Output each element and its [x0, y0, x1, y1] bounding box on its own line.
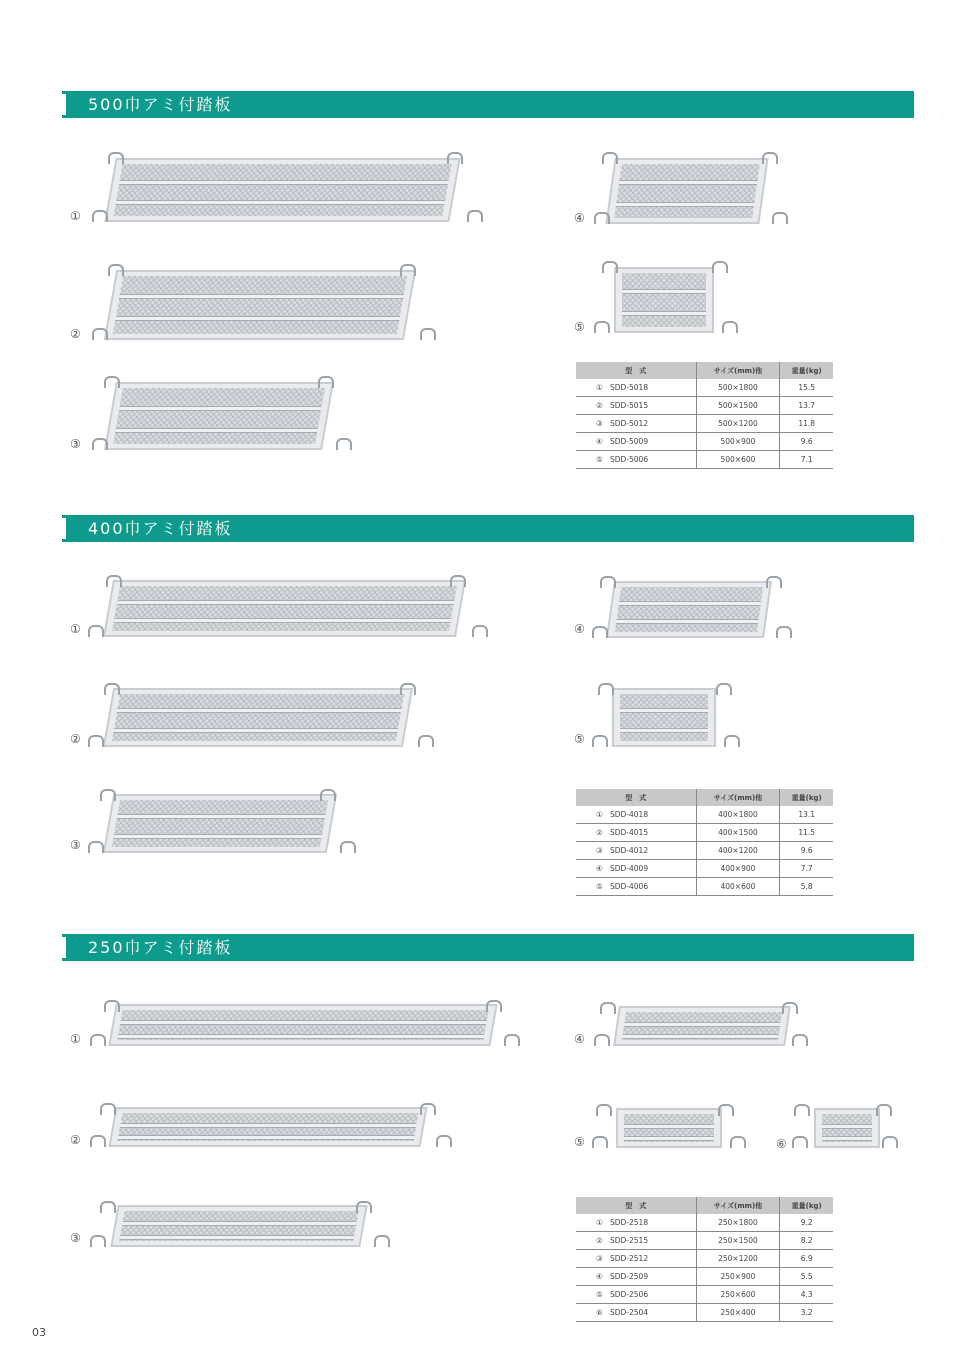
header-size: サイズ(mm)他	[696, 362, 780, 379]
weight-cell: 6.9	[780, 1250, 833, 1268]
section-marker	[62, 937, 66, 958]
header-weight: 重量(kg)	[780, 789, 833, 806]
model-cell: ⑤ SDD-5006	[576, 451, 696, 469]
model-cell: ① SDD-5018	[576, 379, 696, 397]
model-cell: ④ SDD-5009	[576, 433, 696, 451]
size-cell: 400×900	[696, 860, 780, 878]
weight-cell: 13.7	[780, 397, 833, 415]
weight-cell: 9.2	[780, 1214, 833, 1232]
model-cell: ② SDD-4015	[576, 824, 696, 842]
size-cell: 500×600	[696, 451, 780, 469]
plank-image-250-400	[792, 1104, 902, 1150]
table-row	[576, 1268, 833, 1286]
plank-label: ⑥	[776, 1137, 787, 1151]
plank-image-400-1800	[88, 575, 493, 637]
size-cell: 500×1500	[696, 397, 780, 415]
weight-cell: 7.1	[780, 451, 833, 469]
weight-cell: 7.7	[780, 860, 833, 878]
table-row	[576, 824, 833, 842]
model-cell: ⑤ SDD-2506	[576, 1286, 696, 1304]
section-marker	[62, 518, 66, 539]
size-cell: 250×400	[696, 1304, 780, 1322]
weight-cell: 11.5	[780, 824, 833, 842]
plank-label: ③	[70, 437, 81, 451]
size-cell: 400×600	[696, 878, 780, 896]
weight-cell: 9.6	[780, 433, 833, 451]
model-cell: ③ SDD-5012	[576, 415, 696, 433]
table-row	[576, 860, 833, 878]
plank-image-250-600	[592, 1104, 750, 1150]
model-cell: ① SDD-4018	[576, 806, 696, 824]
plank-image-250-900	[594, 1002, 814, 1048]
weight-cell: 5.8	[780, 878, 833, 896]
table-row	[576, 451, 833, 469]
model-cell: ③ SDD-2512	[576, 1250, 696, 1268]
plank-label: ⑤	[574, 1135, 585, 1149]
plank-label: ②	[70, 732, 81, 746]
model-cell: ⑤ SDD-4006	[576, 878, 696, 896]
table-row	[576, 379, 833, 397]
section-title: 400巾アミ付踏板	[88, 519, 233, 538]
model-cell: ② SDD-5015	[576, 397, 696, 415]
size-cell: 250×900	[696, 1268, 780, 1286]
table-row	[576, 842, 833, 860]
size-cell: 400×1800	[696, 806, 780, 824]
plank-label: ②	[70, 1133, 81, 1147]
plank-label: ③	[70, 838, 81, 852]
section-header-250	[62, 934, 914, 961]
header-size: サイズ(mm)他	[696, 789, 780, 806]
section-marker	[62, 94, 66, 115]
plank-image-500-1800	[92, 152, 487, 222]
size-cell: 500×1200	[696, 415, 780, 433]
table-row	[576, 1304, 833, 1322]
plank-label: ①	[70, 622, 81, 636]
plank-label: ④	[574, 622, 585, 636]
table-row	[576, 433, 833, 451]
model-cell: ④ SDD-2509	[576, 1268, 696, 1286]
plank-image-400-600	[592, 683, 744, 747]
header-size: サイズ(mm)他	[696, 1197, 780, 1214]
plank-label: ③	[70, 1231, 81, 1245]
header-model: 型 式	[576, 362, 696, 379]
plank-image-400-1200	[88, 789, 362, 853]
section-header-400	[62, 515, 914, 542]
size-cell: 250×1500	[696, 1232, 780, 1250]
plank-image-400-1500	[88, 683, 440, 747]
table-row	[576, 1214, 833, 1232]
table-row	[576, 1250, 833, 1268]
weight-cell: 11.8	[780, 415, 833, 433]
model-cell: ⑥ SDD-2504	[576, 1304, 696, 1322]
weight-cell: 13.1	[780, 806, 833, 824]
spec-table-400	[576, 789, 833, 896]
plank-label: ①	[70, 209, 81, 223]
table-header	[576, 362, 833, 379]
weight-cell: 15.5	[780, 379, 833, 397]
size-cell: 400×1500	[696, 824, 780, 842]
plank-label: ④	[574, 1032, 585, 1046]
weight-cell: 5.5	[780, 1268, 833, 1286]
table-header	[576, 1197, 833, 1214]
weight-cell: 8.2	[780, 1232, 833, 1250]
plank-label: ④	[574, 211, 585, 225]
plank-image-250-1500	[90, 1103, 456, 1149]
size-cell: 500×900	[696, 433, 780, 451]
size-cell: 500×1800	[696, 379, 780, 397]
plank-label: ②	[70, 327, 81, 341]
table-header	[576, 789, 833, 806]
size-cell: 250×600	[696, 1286, 780, 1304]
plank-image-250-1200	[90, 1201, 396, 1249]
model-cell: ② SDD-2515	[576, 1232, 696, 1250]
weight-cell: 3.2	[780, 1304, 833, 1322]
plank-image-400-900	[592, 576, 796, 638]
header-weight: 重量(kg)	[780, 1197, 833, 1214]
page-number: 03	[32, 1326, 46, 1339]
section-title: 500巾アミ付踏板	[88, 95, 233, 114]
weight-cell: 4.3	[780, 1286, 833, 1304]
section-header-500	[62, 91, 914, 118]
plank-image-500-600	[594, 261, 742, 333]
model-cell: ④ SDD-4009	[576, 860, 696, 878]
model-cell: ③ SDD-4012	[576, 842, 696, 860]
header-weight: 重量(kg)	[780, 362, 833, 379]
plank-image-250-1800	[90, 1000, 526, 1048]
weight-cell: 9.6	[780, 842, 833, 860]
spec-table-250	[576, 1197, 833, 1322]
plank-label: ⑤	[574, 732, 585, 746]
table-row	[576, 415, 833, 433]
plank-label: ①	[70, 1032, 81, 1046]
spec-table-500	[576, 362, 833, 469]
size-cell: 250×1800	[696, 1214, 780, 1232]
size-cell: 400×1200	[696, 842, 780, 860]
section-title: 250巾アミ付踏板	[88, 938, 233, 957]
table-row	[576, 878, 833, 896]
table-row	[576, 1232, 833, 1250]
plank-image-500-900	[594, 152, 790, 224]
plank-image-500-1200	[92, 376, 358, 450]
table-row	[576, 806, 833, 824]
table-row	[576, 1286, 833, 1304]
size-cell: 250×1200	[696, 1250, 780, 1268]
header-model: 型 式	[576, 1197, 696, 1214]
header-model: 型 式	[576, 789, 696, 806]
table-row	[576, 397, 833, 415]
model-cell: ① SDD-2518	[576, 1214, 696, 1232]
plank-image-500-1500	[92, 264, 442, 340]
plank-label: ⑤	[574, 320, 585, 334]
